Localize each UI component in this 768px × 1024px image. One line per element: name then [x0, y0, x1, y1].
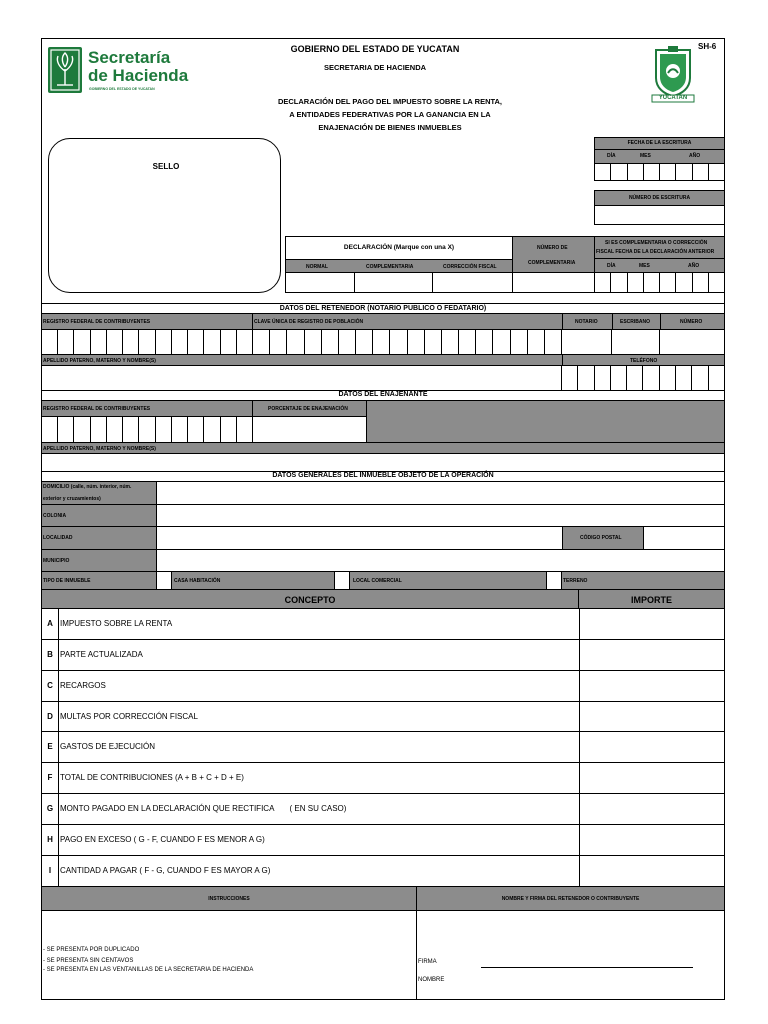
- importe-field[interactable]: [579, 640, 725, 671]
- importe-field[interactable]: [579, 732, 725, 763]
- tipo-inmueble-label: TIPO DE INMUEBLE: [43, 578, 91, 584]
- concepto-header-cell: [41, 589, 579, 609]
- domicilio-label-1: DOMICILIO (calle, núm. interior, núm.: [43, 484, 132, 490]
- codigo-postal-field[interactable]: [643, 526, 725, 550]
- enajenante-title: DATOS DEL ENAJENANTE: [338, 391, 428, 398]
- concept-letter: G: [46, 804, 54, 813]
- fecha-escritura-labels: [594, 149, 725, 164]
- instrucciones-header-cell: [41, 886, 417, 911]
- apellido-enajenante-field[interactable]: [41, 453, 725, 472]
- declaration-title-2: A ENTIDADES FEDERATIVAS POR LA GANANCIA EN LA: [289, 110, 491, 119]
- numero-complementaria-header: [512, 236, 595, 273]
- colonia-field[interactable]: [156, 504, 725, 527]
- porcentaje-label: PORCENTAJE DE ENAJENACIÓN: [268, 406, 348, 412]
- enajenante-header-row: [41, 400, 367, 417]
- telefono-boxes[interactable]: [561, 365, 725, 391]
- instrucciones-body: [41, 910, 417, 1000]
- concept-row-e: [41, 731, 725, 763]
- rfc-enajenante-boxes[interactable]: [41, 416, 253, 443]
- firma-body: [416, 910, 725, 1000]
- casa-label: CASA HABITACIÓN: [174, 578, 221, 584]
- concept-row-c: [41, 670, 725, 702]
- rfc-retenedor-label: REGISTRO FEDERAL DE CONTRIBUYENTES: [43, 319, 151, 325]
- importe-header: IMPORTE: [630, 595, 672, 605]
- concept-letter: C: [47, 681, 53, 690]
- municipio-label: MUNICIPIO: [43, 558, 70, 564]
- concept-letter: A: [47, 619, 53, 628]
- retenedor-header-row: [41, 313, 725, 330]
- concept-text: PAGO EN EXCESO ( G - F, CUANDO F ES MENOR A G): [60, 835, 265, 844]
- mes-label: MES: [640, 153, 651, 159]
- notario-label: NOTARIO: [575, 319, 598, 325]
- form-code: SH-6: [698, 42, 717, 51]
- tree-icon: [48, 47, 82, 93]
- logo-title-2: de Hacienda: [88, 66, 189, 85]
- rfc-enajenante-label: REGISTRO FEDERAL DE CONTRIBUYENTES: [43, 406, 151, 412]
- numero-de-label: NÚMERO DE: [537, 245, 568, 251]
- rfc-retenedor-boxes[interactable]: [41, 329, 253, 355]
- concepto-header: CONCEPTO: [284, 595, 336, 605]
- mes-anterior-label: MES: [639, 263, 650, 269]
- anio-anterior-label: AÑO: [688, 263, 700, 269]
- retenedor-title: DATOS DEL RETENEDOR (NOTARIO PUBLICO O FEDATARIO): [279, 305, 487, 312]
- importe-field[interactable]: [579, 825, 725, 856]
- curp-label: CLAVE ÚNICA DE REGISTRO DE POBLACIÓN: [254, 319, 364, 325]
- local-checkbox[interactable]: [334, 571, 350, 590]
- stamp-label: SELLO: [152, 162, 180, 171]
- yucatan-seal-icon: [648, 44, 698, 104]
- anio-label: AÑO: [689, 153, 701, 159]
- instrucciones-header: INSTRUCCIONES: [208, 896, 250, 902]
- colonia-label: COLONIA: [43, 513, 67, 519]
- firma-label: FIRMA: [418, 959, 437, 965]
- logo-subtitle: GOBIERNO DEL ESTADO DE YUCATAN: [89, 87, 155, 91]
- firma-line[interactable]: [481, 967, 693, 968]
- fecha-anterior-boxes[interactable]: [594, 272, 725, 293]
- localidad-label-cell: [41, 526, 157, 550]
- concept-text: RECARGOS: [60, 681, 106, 690]
- colonia-label-cell: [41, 504, 157, 527]
- numero-escritura-header: NÚMERO DE ESCRITURA: [594, 190, 725, 206]
- municipio-label-cell: [41, 549, 157, 572]
- importe-header-cell: [578, 589, 725, 609]
- importe-field[interactable]: [579, 763, 725, 794]
- tipo-inmueble-row: [41, 571, 725, 590]
- concept-text: MULTAS POR CORRECCIÓN FISCAL: [60, 712, 198, 721]
- complementaria-label: COMPLEMENTARIA: [366, 264, 414, 270]
- hacienda-logo: [48, 47, 189, 97]
- numero-notario-field[interactable]: [659, 329, 725, 355]
- logo-title-1: Secretaría: [88, 48, 171, 67]
- declaracion-checkboxes[interactable]: [285, 272, 513, 293]
- fecha-escritura-header: FECHA DE LA ESCRITURA: [594, 137, 725, 150]
- concept-row-b: [41, 639, 725, 671]
- gov-title: GOBIERNO DEL ESTADO DE YUCATAN: [290, 44, 460, 54]
- declaracion-title: DECLARACIÓN (Marque con una X): [343, 244, 455, 251]
- concept-row-h: [41, 824, 725, 856]
- instruccion-2: - SE PRESENTA SIN CENTAVOS: [43, 958, 134, 964]
- importe-field[interactable]: [579, 671, 725, 702]
- correccion-label: CORRECCIÓN FISCAL: [443, 264, 497, 270]
- localidad-label: LOCALIDAD: [43, 535, 73, 541]
- firma-header: NOMBRE Y FIRMA DEL RETENEDOR O CONTRIBUYENTE: [501, 896, 640, 902]
- escribano-field[interactable]: [611, 329, 660, 355]
- firma-header-cell: [416, 886, 725, 911]
- importe-field[interactable]: [579, 609, 725, 640]
- fecha-anterior-header: [594, 236, 725, 259]
- apellido-enajenante-label: APELLIDO PATERNO, MATERNO Y NOMBRE(S): [43, 446, 156, 452]
- concept-text: CANTIDAD A PAGAR ( F - G, CUANDO F ES MAYOR A G): [60, 866, 271, 875]
- dia-anterior-label: DÍA: [607, 263, 616, 269]
- concept-row-i: [41, 855, 725, 887]
- si-compl-line1: SI ES COMPLEMENTARIA O CORRECCIÓN: [605, 240, 708, 246]
- concept-text: PARTE ACTUALIZADA: [60, 650, 143, 659]
- apellido-retenedor-label: APELLIDO PATERNO, MATERNO Y NOMBRE(S): [43, 358, 156, 364]
- concept-letter: E: [47, 742, 53, 751]
- normal-label: NORMAL: [306, 264, 328, 270]
- dia-label: DÍA: [607, 153, 616, 159]
- apellido-retenedor-field[interactable]: [41, 365, 562, 391]
- seal-label: YUCATAN: [658, 95, 688, 101]
- enajenante-gray-block: [366, 400, 725, 443]
- declaration-title-1: DECLARACIÓN DEL PAGO DEL IMPUESTO SOBRE LA RENTA,: [277, 97, 503, 106]
- importe-field[interactable]: [579, 702, 725, 732]
- concept-text: GASTOS DE EJECUCIÓN: [60, 742, 155, 751]
- declaracion-options: [285, 259, 513, 273]
- concept-text: TOTAL DE CONTRIBUCIONES (A + B + C + D + E): [60, 773, 244, 782]
- concept-letter: F: [47, 773, 53, 782]
- numero-escritura-field[interactable]: [594, 205, 725, 225]
- terreno-label: TERRENO: [563, 578, 588, 584]
- concept-letter: I: [48, 866, 52, 875]
- dept-title: SECRETARIA DE HACIENDA: [323, 63, 427, 72]
- localidad-field[interactable]: [156, 526, 563, 550]
- instruccion-1: - SE PRESENTA POR DUPLICADO: [43, 947, 140, 953]
- numero-notario-label: NÚMERO: [680, 319, 703, 325]
- fecha-escritura-boxes[interactable]: [594, 163, 725, 181]
- escribano-label: ESCRIBANO: [620, 319, 651, 325]
- codigo-postal-label: CÓDIGO POSTAL: [580, 535, 622, 541]
- local-label: LOCAL COMERCIAL: [353, 578, 402, 584]
- telefono-label: TELÉFONO: [630, 358, 658, 364]
- municipio-field[interactable]: [156, 549, 725, 572]
- numero-complementaria-field[interactable]: [512, 272, 595, 293]
- si-compl-line2: FISCAL FECHA DE LA DECLARACIÓN ANTERIOR: [596, 249, 715, 255]
- concept-text: MONTO PAGADO EN LA DECLARACIÓN QUE RECTIFICA ( EN SU CASO): [60, 804, 347, 813]
- inmueble-title: DATOS GENERALES DEL INMUEBLE OBJETO DE LA OPERACIÓN: [272, 472, 494, 479]
- codigo-postal-label-cell: [562, 526, 644, 550]
- concept-text: IMPUESTO SOBRE LA RENTA: [60, 619, 173, 628]
- domicilio-label-cell: [41, 481, 157, 505]
- casa-checkbox[interactable]: [156, 571, 172, 590]
- terreno-checkbox[interactable]: [546, 571, 562, 590]
- domicilio-field[interactable]: [156, 481, 725, 505]
- concept-row-g: [41, 793, 725, 825]
- concept-letter: B: [47, 650, 53, 659]
- concept-row-f: [41, 762, 725, 794]
- importe-field[interactable]: [579, 794, 725, 825]
- concept-letter: D: [47, 712, 53, 721]
- importe-field[interactable]: [579, 856, 725, 887]
- numero-compl-label: COMPLEMENTARIA: [528, 260, 576, 266]
- domicilio-label-2: exterior y cruzamientos): [43, 496, 101, 502]
- concept-letter: H: [47, 835, 53, 844]
- declaration-title-3: ENAJENACIÓN DE BIENES INMUEBLES: [318, 123, 462, 132]
- nombre-label: NOMBRE: [418, 977, 445, 983]
- concept-row-a: [41, 608, 725, 640]
- notario-field[interactable]: [561, 329, 612, 355]
- porcentaje-field[interactable]: [252, 416, 367, 443]
- concept-row-d: [41, 701, 725, 732]
- instruccion-3: - SE PRESENTA EN LAS VENTANILLAS DE LA SECRETARIA DE HACIENDA: [43, 967, 254, 973]
- fecha-anterior-labels: [594, 258, 725, 273]
- curp-boxes[interactable]: [252, 329, 562, 355]
